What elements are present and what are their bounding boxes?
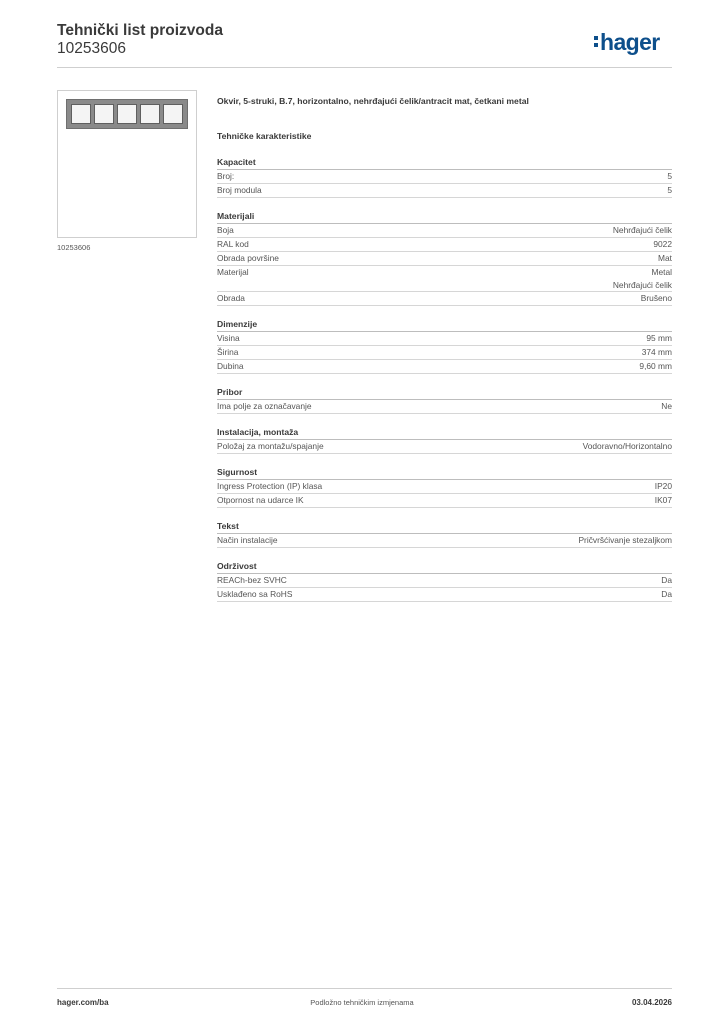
product-number: 10253606 (57, 40, 126, 57)
section-title: Održivost (217, 559, 672, 574)
spec-value: 9,60 mm (639, 361, 672, 371)
footer-notice: Podložno tehničkim izmjenama (310, 998, 414, 1007)
spec-value: Da (661, 589, 672, 599)
spec-label: Visina (217, 333, 240, 343)
spec-value: 9022 (653, 239, 672, 249)
spec-row (217, 494, 672, 508)
frame-illustration (66, 99, 188, 129)
spec-label: Broj: (217, 171, 235, 181)
spec-value: Nehrđajući čelik (612, 225, 672, 235)
section-title: Kapacitet (217, 155, 672, 170)
spec-row (217, 400, 672, 414)
logo-dots-icon (594, 36, 598, 50)
section-gap (217, 374, 672, 385)
spec-row (217, 588, 672, 602)
spec-label: Ima polje za označavanje (217, 401, 312, 411)
spec-row (217, 184, 672, 198)
header-divider (57, 67, 672, 68)
spec-row (217, 440, 672, 454)
logo-text: hager (600, 29, 660, 55)
product-image (57, 90, 197, 238)
product-description: Okvir, 5-struki, B.7, horizontalno, nehrđajući čelik/antracit mat, četkani metal (217, 96, 529, 106)
spec-value: Metal Nehrđajući čelik (612, 267, 672, 290)
spec-label: Dubina (217, 361, 244, 371)
spec-row (217, 346, 672, 360)
section-title: Sigurnost (217, 465, 672, 480)
spec-sections (217, 155, 672, 602)
footer-date: 03.04.2026 (631, 998, 672, 1007)
section-gap (217, 548, 672, 559)
spec-value: Pričvršćivanje stezaljkom (578, 535, 672, 545)
spec-value: Da (661, 575, 672, 585)
frame-slot (163, 104, 183, 124)
spec-label: Način instalacije (217, 535, 278, 545)
spec-value: Vodoravno/Horizontalno (582, 441, 672, 451)
spec-label: Materijal (217, 267, 249, 277)
spec-value: 374 mm (641, 347, 672, 357)
spec-value: 5 (667, 185, 672, 195)
spec-row (217, 252, 672, 266)
spec-row (217, 574, 672, 588)
spec-row (217, 480, 672, 494)
spec-value: 5 (667, 171, 672, 181)
section-gap (217, 454, 672, 465)
spec-label: Širina (217, 347, 239, 357)
hager-logo (594, 29, 660, 56)
spec-value: IK07 (654, 495, 672, 505)
section-title: Tekst (217, 519, 672, 534)
section-gap (217, 198, 672, 209)
spec-label: Ingress Protection (IP) klasa (217, 481, 323, 491)
spec-row (217, 238, 672, 252)
spec-row (217, 332, 672, 346)
spec-row (217, 266, 672, 292)
spec-value: Mat (658, 253, 672, 263)
tech-characteristics-title: Tehničke karakteristike (217, 131, 312, 141)
spec-label: Boja (217, 225, 234, 235)
footer-website[interactable]: hager.com/ba (57, 998, 109, 1007)
spec-label: REACh-bez SVHC (217, 575, 287, 585)
footer-divider (57, 988, 672, 989)
section-gap (217, 414, 672, 425)
section-title: Materijali (217, 209, 672, 224)
spec-label: Usklađeno sa RoHS (217, 589, 293, 599)
spec-value: IP20 (654, 481, 672, 491)
section-gap (217, 306, 672, 317)
spec-value: Brušeno (640, 293, 672, 303)
page-title: Tehnički list proizvoda (57, 22, 223, 39)
frame-slot (94, 104, 114, 124)
section-title: Instalacija, montaža (217, 425, 672, 440)
section-title: Pribor (217, 385, 672, 400)
section-gap (217, 508, 672, 519)
frame-slot (117, 104, 137, 124)
spec-label: RAL kod (217, 239, 249, 249)
spec-value: Ne (661, 401, 672, 411)
spec-row (217, 534, 672, 548)
section-title: Dimenzije (217, 317, 672, 332)
frame-slot (71, 104, 91, 124)
spec-row (217, 360, 672, 374)
frame-slot (140, 104, 160, 124)
spec-row (217, 170, 672, 184)
spec-value: 95 mm (646, 333, 672, 343)
spec-label: Broj modula (217, 185, 262, 195)
image-caption: 10253606 (57, 243, 91, 252)
spec-label: Položaj za montažu/spajanje (217, 441, 324, 451)
spec-label: Obrada površine (217, 253, 279, 263)
spec-row (217, 292, 672, 306)
spec-label: Obrada (217, 293, 245, 303)
spec-label: Otpornost na udarce IK (217, 495, 304, 505)
spec-row (217, 224, 672, 238)
